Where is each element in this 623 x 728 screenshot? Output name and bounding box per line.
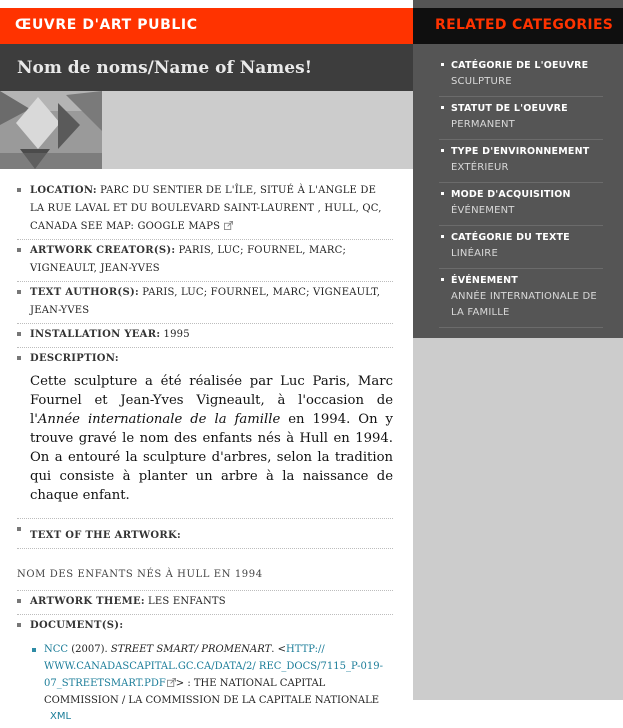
- category-heading: ÉVÉNEMENT: [451, 275, 518, 286]
- description-text: [30, 372, 393, 505]
- category-value-link[interactable]: LINÉAIRE: [451, 248, 498, 259]
- text-author-label: TEXT AUTHOR(S):: [30, 287, 140, 298]
- artwork-details: [17, 180, 393, 728]
- artwork-theme-value: LES ENFANTS: [148, 596, 226, 607]
- document-source-link[interactable]: NCC: [44, 644, 69, 655]
- text-author-value: PARIS, LUC; FOURNEL, MARC; VIGNEAULT, JEAN-YVES: [30, 287, 381, 316]
- document-pre-url: . <: [271, 644, 286, 655]
- artwork-photo-graphic: [0, 91, 102, 169]
- creator-row: [17, 240, 393, 282]
- category-item[interactable]: [439, 97, 603, 140]
- category-value-link[interactable]: EXTÉRIEUR: [451, 162, 509, 173]
- documents-label: DOCUMENT(S):: [30, 620, 124, 631]
- location-value: PARC DU SENTIER DE L'ÎLE, SITUÉ À L'ANGLE DE LA RUE LAVAL ET DU BOULEVARD SAINT-LAURENT , HULL, QC, CANADA SEE MAP: GOOGLE MAPS: [30, 185, 382, 232]
- category-heading: STATUT DE L'OEUVRE: [451, 103, 568, 114]
- location-row: [17, 180, 393, 240]
- installation-year-row: [17, 324, 393, 348]
- installation-year-label: INSTALLATION YEAR:: [30, 329, 161, 340]
- category-item[interactable]: [439, 269, 603, 328]
- category-item[interactable]: [439, 54, 603, 97]
- page-title: Nom de noms/Name of Names!: [17, 58, 313, 78]
- sidebar-header: [413, 8, 623, 44]
- sidebar: [413, 0, 623, 338]
- category-heading: MODE D'ACQUISITION: [451, 189, 571, 200]
- category-item[interactable]: [439, 226, 603, 269]
- document-title: STREET SMART/ PROMENART: [110, 644, 272, 655]
- document-year: (2007).: [71, 644, 108, 655]
- category-list: [439, 54, 603, 328]
- description-label: DESCRIPTION:: [30, 353, 119, 364]
- text-of-artwork-value: NOM DES ENFANTS NÉS À HULL EN 1994: [17, 549, 393, 591]
- category-heading: TYPE D'ENVIRONNEMENT: [451, 146, 590, 157]
- text-of-artwork-row: [17, 519, 393, 549]
- external-link-icon[interactable]: [167, 678, 176, 687]
- category-item[interactable]: [439, 140, 603, 183]
- document-item: [30, 635, 393, 709]
- description-text-part: Cette sculpture a été réalisée par Luc Paris, Marc Fournel et Jean-Yves Vigneault, à l'occasion de l': [30, 374, 393, 427]
- artwork-theme-row: [17, 591, 393, 615]
- category-value-link[interactable]: SCULPTURE: [451, 76, 512, 87]
- section-header: [0, 8, 413, 44]
- artwork-photo[interactable]: [0, 91, 102, 169]
- xml-link[interactable]: XML: [50, 711, 72, 722]
- description-row: [17, 348, 393, 519]
- external-link-icon[interactable]: [224, 221, 233, 230]
- text-author-row: [17, 282, 393, 324]
- category-heading: CATÉGORIE DU TEXTE: [451, 232, 570, 243]
- location-label: LOCATION:: [30, 185, 97, 196]
- creator-label: ARTWORK CREATOR(S):: [30, 245, 176, 256]
- sidebar-title: RELATED CATEGORIES: [435, 17, 614, 33]
- category-heading: CATÉGORIE DE L'OEUVRE: [451, 60, 589, 71]
- title-bar: [0, 44, 413, 91]
- documents-row: [17, 615, 393, 728]
- creator-value: PARIS, LUC; FOURNEL, MARC; VIGNEAULT, JEAN-YVES: [30, 245, 347, 274]
- sidebar-background: [413, 338, 623, 700]
- category-value-link[interactable]: ÉVÉNEMENT: [451, 205, 515, 216]
- category-item[interactable]: [439, 183, 603, 226]
- section-title: ŒUVRE D'ART PUBLIC: [15, 17, 198, 33]
- description-text-part: en 1994. On y trouve gravé le nom des enfants nés à Hull en 1994. On a entouré la sculpture d'arbres, selon la tradition qui consiste à planter un arbre à la naissance de chaque enfant.: [30, 412, 393, 503]
- document-url-link[interactable]: HTTP:// WWW.CANADASCAPITAL.GC.CA/DATA/2/ REC_DOCS/7115_P-019-07_STREETSMART.PDF: [44, 644, 383, 689]
- description-emphasis: Année internationale de la famille: [37, 412, 281, 427]
- document-publisher: > : THE NATIONAL CAPITAL COMMISSION / LA COMMISSION DE LA CAPITALE NATIONALE: [44, 678, 380, 706]
- text-of-artwork-label: TEXT OF THE ARTWORK:: [30, 530, 181, 541]
- installation-year-value: 1995: [163, 329, 190, 340]
- category-value-link[interactable]: PERMANENT: [451, 119, 515, 130]
- artwork-theme-label: ARTWORK THEME:: [30, 596, 145, 607]
- category-value-link[interactable]: ANNÉE INTERNATIONALE DE LA FAMILLE: [451, 291, 597, 318]
